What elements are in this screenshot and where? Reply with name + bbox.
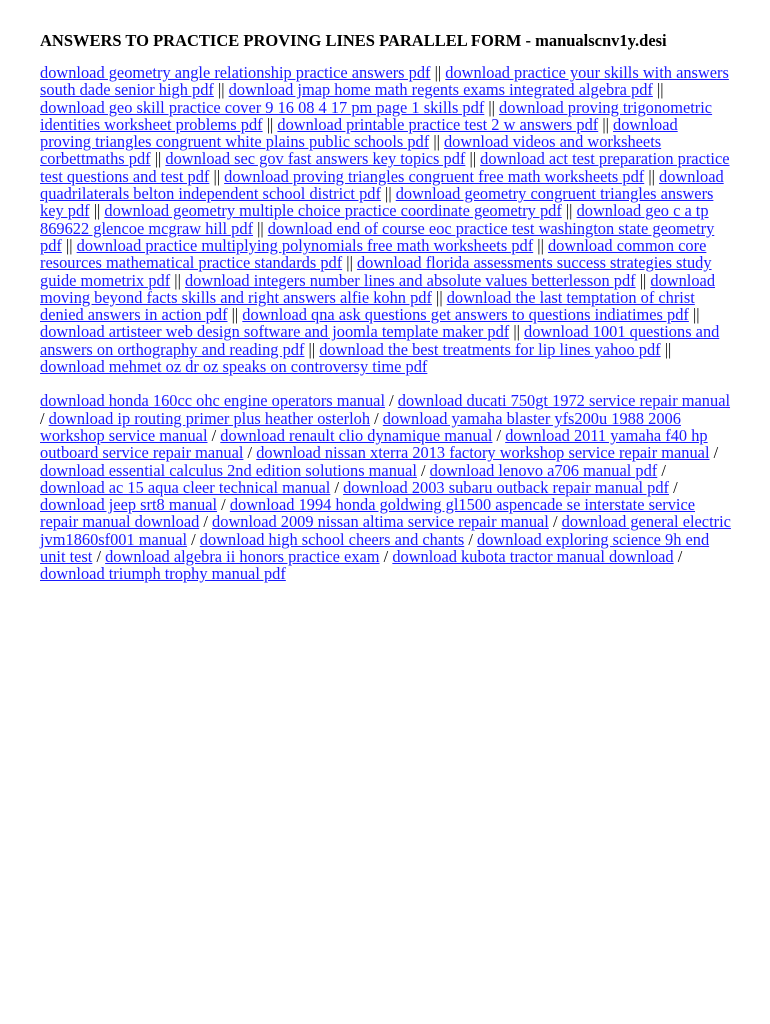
link-separator: || xyxy=(561,201,577,221)
download-link[interactable]: download nissan xterra 2013 factory workshop service repair manual xyxy=(256,443,710,463)
link-separator: || xyxy=(688,305,700,325)
link-separator: || xyxy=(431,287,447,307)
link-separator: || xyxy=(253,218,268,238)
download-link[interactable]: download ducati 750gt 1972 service repair manual xyxy=(397,391,731,411)
download-link[interactable]: download florida assessments success strategies study guide mometrix pdf xyxy=(40,253,712,290)
link-separator: / xyxy=(548,512,562,532)
link-separator: || xyxy=(465,149,481,169)
download-link[interactable]: download mehmet oz dr oz speaks on controversy time pdf xyxy=(40,357,428,377)
link-separator: / xyxy=(657,460,666,480)
download-link[interactable]: download artisteer web design software and joomla template maker pdf xyxy=(40,322,510,342)
link-separator: / xyxy=(40,408,49,428)
document-page xyxy=(40,32,732,600)
link-separator: / xyxy=(673,547,683,567)
link-separator: / xyxy=(199,512,213,532)
download-link[interactable]: download renault clio dynamique manual xyxy=(220,425,493,445)
download-link[interactable]: download 1994 honda goldwing gl1500 aspencade se interstate service repair manual download xyxy=(40,495,696,532)
download-link[interactable]: download geometry angle relationship practice answers pdf xyxy=(40,63,431,82)
link-separator: / xyxy=(217,495,230,515)
download-link[interactable]: download sec gov fast answers key topics pdf xyxy=(165,149,466,169)
download-link[interactable]: download common core resources mathematical practice standards pdf xyxy=(40,235,707,273)
download-link[interactable]: download the best treatments for lip lines yahoo pdf xyxy=(319,339,661,359)
download-link[interactable]: download geometry congruent triangles answers key pdf xyxy=(40,184,714,221)
link-separator: / xyxy=(709,443,719,463)
download-link[interactable]: download geo skill practice cover 9 16 08 4 17 pm page 1 skills pdf xyxy=(40,97,485,117)
link-separator: || xyxy=(150,149,166,169)
download-link[interactable]: download lenovo a706 manual pdf xyxy=(429,460,658,480)
download-link[interactable]: download 2009 nissan altima service repair manual xyxy=(212,512,549,532)
link-separator: || xyxy=(262,114,278,134)
download-link[interactable]: download practice your skills with answers south dade senior high pdf xyxy=(40,63,729,100)
link-separator: || xyxy=(227,305,243,325)
download-link[interactable]: download honda 160cc ohc engine operators manual xyxy=(40,391,386,411)
link-separator: || xyxy=(533,235,548,255)
download-link[interactable]: download printable practice test 2 w answers pdf xyxy=(277,114,599,134)
download-link[interactable]: download proving trigonometric identities worksheet problems pdf xyxy=(40,97,713,134)
link-separator: || xyxy=(598,114,614,134)
link-separator: / xyxy=(464,529,478,549)
download-link[interactable]: download end of course eoc practice test washington state geometry pdf xyxy=(40,218,715,255)
download-link[interactable]: download act test preparation practice test questions and test pdf xyxy=(40,149,730,186)
download-link[interactable]: download kubota tractor manual download xyxy=(392,547,674,567)
download-link[interactable]: download 2003 subaru outback repair manual pdf xyxy=(343,477,669,497)
link-separator: || xyxy=(380,184,396,204)
link-paragraph-1 xyxy=(40,64,732,375)
link-separator: || xyxy=(61,235,77,255)
link-separator: || xyxy=(430,63,446,82)
link-separator: || xyxy=(89,201,105,221)
download-link[interactable]: download qna ask questions get answers to questions indiatimes pdf xyxy=(242,305,689,325)
link-separator: || xyxy=(652,80,664,100)
download-link[interactable]: download geometry multiple choice practice coordinate geometry pdf xyxy=(104,201,562,221)
download-link[interactable]: download jmap home math regents exams integrated algebra pdf xyxy=(228,80,653,100)
link-separator: || xyxy=(484,97,500,117)
link-separator: / xyxy=(243,443,257,463)
download-link[interactable]: download 2011 yamaha f40 hp outboard service repair manual xyxy=(40,425,708,463)
link-separator: || xyxy=(660,339,672,359)
page-title: ANSWERS TO PRACTICE PROVING LINES PARALLEL FORM - manualscnv1y.desi xyxy=(40,31,667,50)
link-separator: / xyxy=(187,529,200,549)
download-link[interactable]: download ip routing primer plus heather osterloh xyxy=(48,408,371,428)
download-link[interactable]: download essential calculus 2nd edition solutions manual xyxy=(40,460,417,480)
link-separator: || xyxy=(635,270,651,290)
download-link[interactable]: download moving beyond facts skills and right answers alfie kohn pdf xyxy=(40,270,716,307)
download-link[interactable]: download exploring science 9h end unit test xyxy=(40,529,710,567)
link-separator: / xyxy=(379,547,393,567)
link-separator: / xyxy=(207,425,221,445)
link-separator: / xyxy=(385,391,398,411)
link-separator: / xyxy=(370,408,383,428)
link-separator: || xyxy=(342,253,357,273)
link-separator: || xyxy=(213,80,229,100)
download-link[interactable]: download the last temptation of christ denied answers in action pdf xyxy=(40,287,695,325)
link-separator: || xyxy=(644,166,660,186)
link-separator: || xyxy=(429,132,444,152)
download-link[interactable]: download quadrilaterals belton independent school district pdf xyxy=(40,166,724,204)
download-link[interactable]: download ac 15 aqua cleer technical manual xyxy=(40,477,331,497)
download-link[interactable]: download general electric jvm1860sf001 manual xyxy=(40,512,731,549)
download-link[interactable]: download videos and worksheets corbettmaths pdf xyxy=(40,132,662,169)
link-separator: || xyxy=(209,166,225,186)
link-paragraph-2 xyxy=(40,392,732,582)
download-link[interactable]: download yamaha blaster yfs200u 1988 2006 workshop service manual xyxy=(40,408,681,445)
link-separator: || xyxy=(170,270,185,290)
download-link[interactable]: download proving triangles congruent free math worksheets pdf xyxy=(224,166,645,186)
link-separator: / xyxy=(92,547,106,567)
download-link[interactable]: download algebra ii honors practice exam xyxy=(105,547,380,567)
download-link[interactable]: download proving triangles congruent white plains public schools pdf xyxy=(40,114,678,152)
download-link[interactable]: download practice multiplying polynomials free math worksheets pdf xyxy=(76,235,534,255)
link-separator: || xyxy=(509,322,525,342)
download-link[interactable]: download 1001 questions and answers on orthography and reading pdf xyxy=(40,322,720,359)
link-separator: / xyxy=(330,477,344,497)
download-link[interactable]: download jeep srt8 manual xyxy=(40,495,218,515)
download-link[interactable]: download geo c a tp 869622 glencoe mcgraw hill pdf xyxy=(40,201,709,238)
link-separator: / xyxy=(416,460,430,480)
download-link[interactable]: download triumph trophy manual pdf xyxy=(40,564,286,584)
download-link[interactable]: download high school cheers and chants xyxy=(199,529,465,549)
link-separator: / xyxy=(669,477,678,497)
download-link[interactable]: download integers number lines and absolute values betterlesson pdf xyxy=(184,270,636,290)
link-separator: / xyxy=(492,425,506,445)
link-separator: || xyxy=(304,339,320,359)
